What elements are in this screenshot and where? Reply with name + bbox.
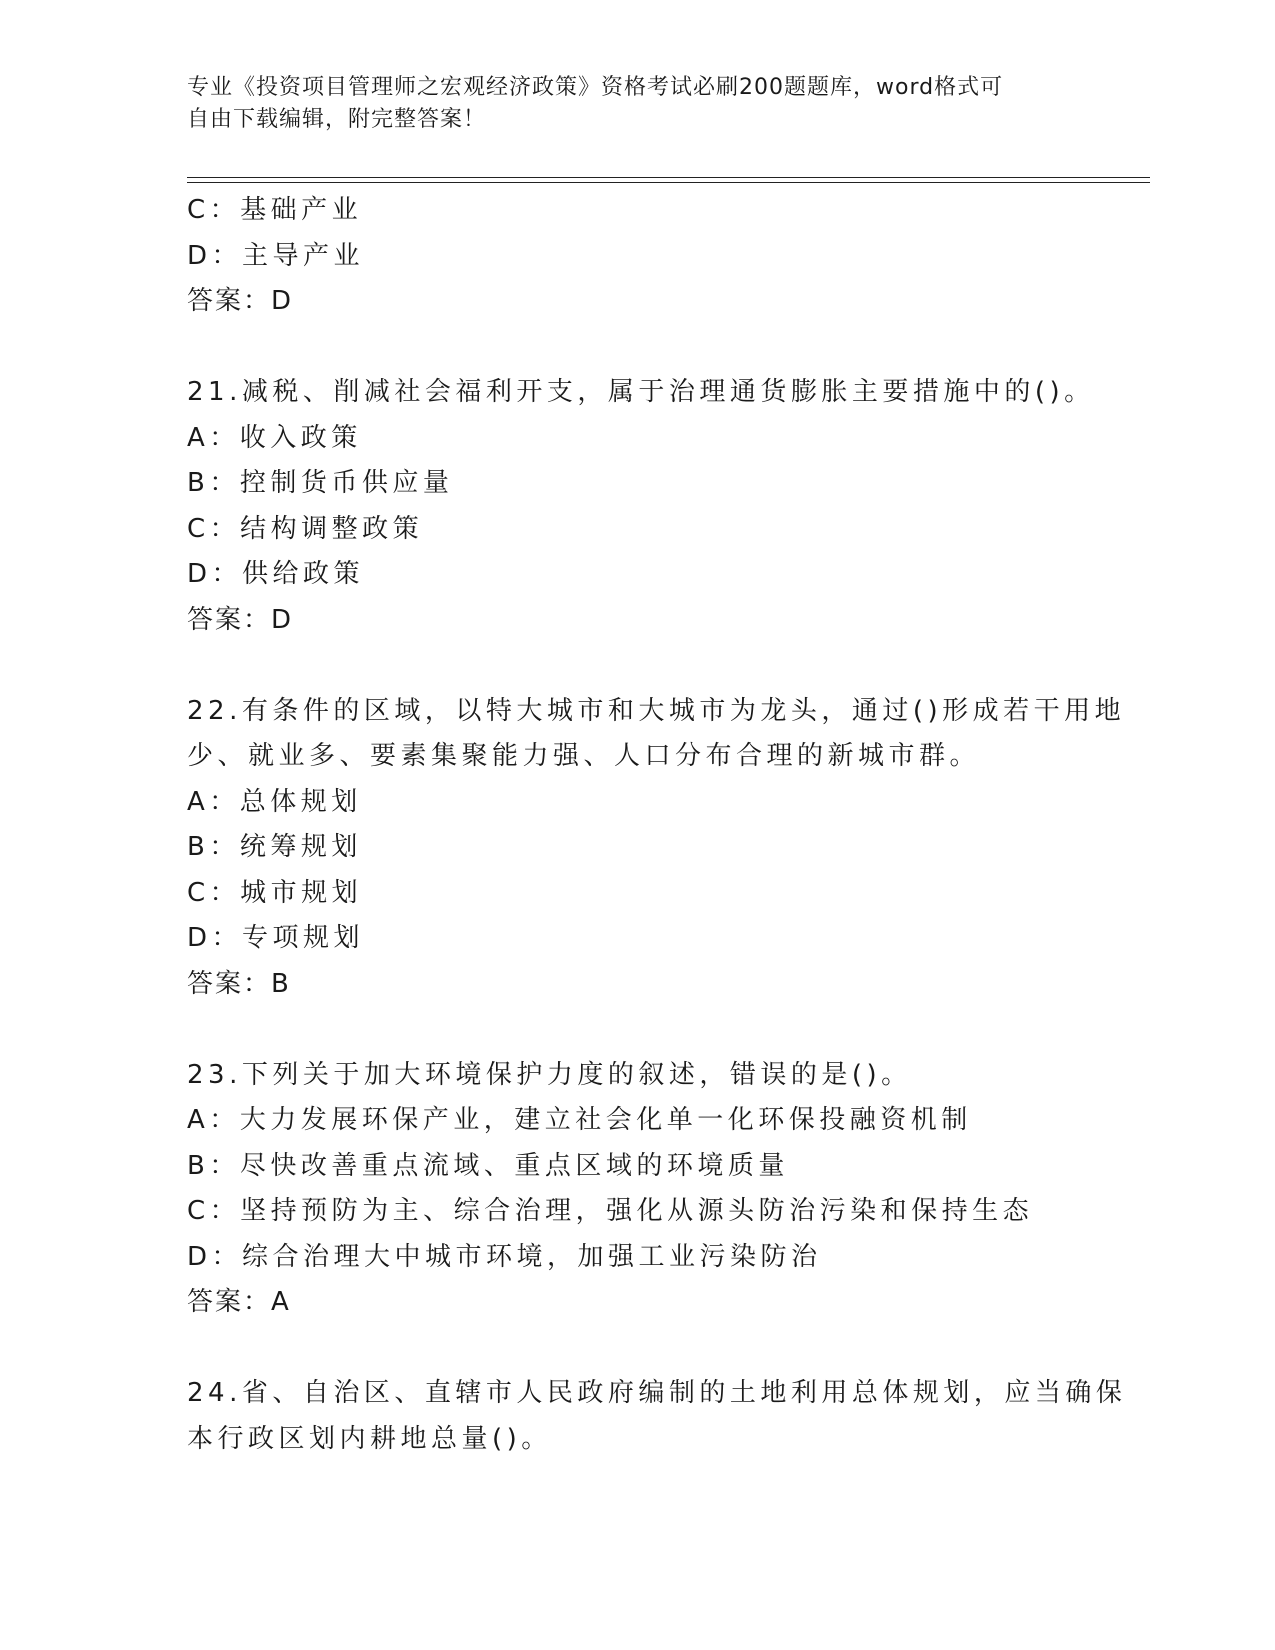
spacer <box>187 325 1087 371</box>
question-stem-line-2: 本行政区划内耕地总量()。 <box>187 1423 552 1454</box>
question-21 <box>187 370 1095 643</box>
question-20-continued <box>187 188 1087 325</box>
option-c: C：基础产业 <box>187 195 363 225</box>
option-c: C：城市规划 <box>187 877 363 908</box>
spacer <box>187 1326 1087 1372</box>
question-22 <box>187 689 1126 1008</box>
header-title-line-1: 专业《投资项目管理师之宏观经济政策》资格考试必刷200题题库，word格式可 <box>187 75 1004 100</box>
answer: 答案：A <box>187 1287 291 1317</box>
question-stem: 23.下列关于加大环境保护力度的叙述，错误的是()。 <box>187 1059 912 1090</box>
header-title-line-2: 自由下载编辑，附完整答案！ <box>187 107 487 132</box>
option-b: B：控制货币供应量 <box>187 468 454 498</box>
option-d: D：主导产业 <box>187 240 365 271</box>
question-list <box>187 188 1127 1462</box>
option-a: A：大力发展环保产业，建立社会化单一化环保投融资机制 <box>187 1105 972 1135</box>
answer: 答案：B <box>187 968 291 999</box>
header-divider-top <box>187 177 1150 178</box>
option-c: C：结构调整政策 <box>187 513 424 544</box>
question-stem-line-1: 22.有条件的区域，以特大城市和大城市为龙头，通过()形成若干用地 <box>187 695 1126 726</box>
option-b: B：统筹规划 <box>187 832 362 862</box>
answer: 答案：D <box>187 604 294 635</box>
question-stem-line-1: 24.省、自治区、直辖市人民政府编制的土地利用总体规划，应当确保 <box>187 1378 1127 1408</box>
spacer <box>187 1007 1087 1053</box>
option-d: D：综合治理大中城市环境，加强工业污染防治 <box>187 1241 822 1272</box>
option-a: A：收入政策 <box>187 422 362 453</box>
question-stem-line-2: 少、就业多、要素集聚能力强、人口分布合理的新城市群。 <box>187 741 981 771</box>
spacer <box>187 643 1087 689</box>
option-a: A：总体规划 <box>187 786 362 817</box>
option-b: B：尽快改善重点流域、重点区域的环境质量 <box>187 1150 789 1181</box>
header-divider-bottom <box>187 182 1150 183</box>
answer: 答案：D <box>187 286 294 316</box>
question-stem: 21.减税、削减社会福利开支，属于治理通货膨胀主要措施中的()。 <box>187 377 1095 407</box>
question-23 <box>187 1053 1087 1326</box>
option-c: C：坚持预防为主、综合治理，强化从源头防治污染和保持生态 <box>187 1196 1034 1226</box>
page-header <box>187 72 1067 136</box>
option-d: D：专项规划 <box>187 923 365 953</box>
option-d: D：供给政策 <box>187 559 365 589</box>
question-24 <box>187 1371 1127 1462</box>
